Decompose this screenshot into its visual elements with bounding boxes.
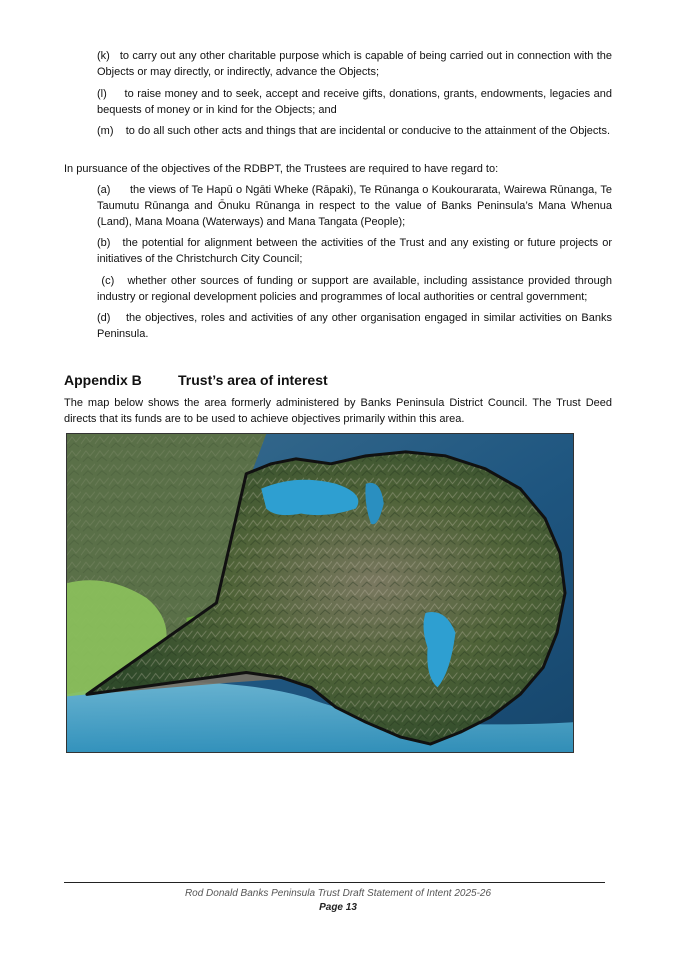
object-item-l — [97, 86, 612, 118]
list-label: (c) — [101, 275, 115, 287]
list-text: whether other sources of funding or support are available, including assistance provided through industry or regional development policies and programmes of local authorities or central government; — [97, 275, 612, 303]
appendix-heading — [64, 370, 612, 390]
regard-item-d — [97, 310, 612, 342]
regard-item-c — [97, 273, 612, 305]
footer-title: Rod Donald Banks Peninsula Trust Draft Statement of Intent 2025-26 — [184, 888, 492, 899]
list-label: (d) — [97, 312, 111, 324]
regard-item-a — [97, 182, 612, 230]
list-label: (m) — [97, 125, 114, 137]
pursuance-intro: In pursuance of the objectives of the RDBPT, the Trustees are required to have regard to: — [64, 163, 499, 175]
list-text: the views of Te Hapū o Ngāti Wheke (Rāpaki), Te Rūnanga o Koukourarata, Wairewa Rūnanga, Te Taumutu Rūnanga and Ōnuku Rūnanga in respect to the value of Banks Peninsula’s Mana Whenua (Land), Mana Moana (Waterways) and Mana Tangata (People); — [97, 184, 612, 228]
list-text: to raise money and to seek, accept and receive gifts, donations, grants, endowments, legacies and bequests of money or in kind for the Objects; and — [97, 88, 612, 116]
footer-divider — [64, 882, 605, 883]
list-label: (l) — [97, 88, 107, 100]
appendix-title: Trust’s area of interest — [178, 372, 328, 388]
list-text: to carry out any other charitable purpose which is capable of being carried out in connection with the Objects or may directly, or indirectly, advance the Objects; — [97, 50, 613, 78]
trust-area-map — [66, 433, 574, 753]
appendix-label: Appendix B — [64, 372, 142, 388]
regard-item-b — [97, 235, 612, 267]
list-text: the potential for alignment between the activities of the Trust and any existing or future projects or initiatives of the Christchurch City Council; — [97, 237, 612, 265]
object-item-m — [97, 123, 612, 139]
object-item-k — [97, 48, 612, 80]
satellite-map-image — [67, 434, 573, 752]
page-number: Page 13 — [319, 902, 357, 913]
appendix-intro: The map below shows the area formerly administered by Banks Peninsula District Council. The Trust Deed directs that its funds are to be used to achieve objectives primarily within this area. — [64, 397, 612, 425]
list-text: the objectives, roles and activities of any other organisation engaged in similar activities on Banks Peninsula. — [97, 312, 612, 340]
list-label: (b) — [97, 237, 111, 249]
list-label: (k) — [97, 50, 110, 62]
list-label: (a) — [97, 184, 111, 196]
list-text: to do all such other acts and things that are incidental or conducive to the attainment of the Objects. — [125, 125, 611, 137]
